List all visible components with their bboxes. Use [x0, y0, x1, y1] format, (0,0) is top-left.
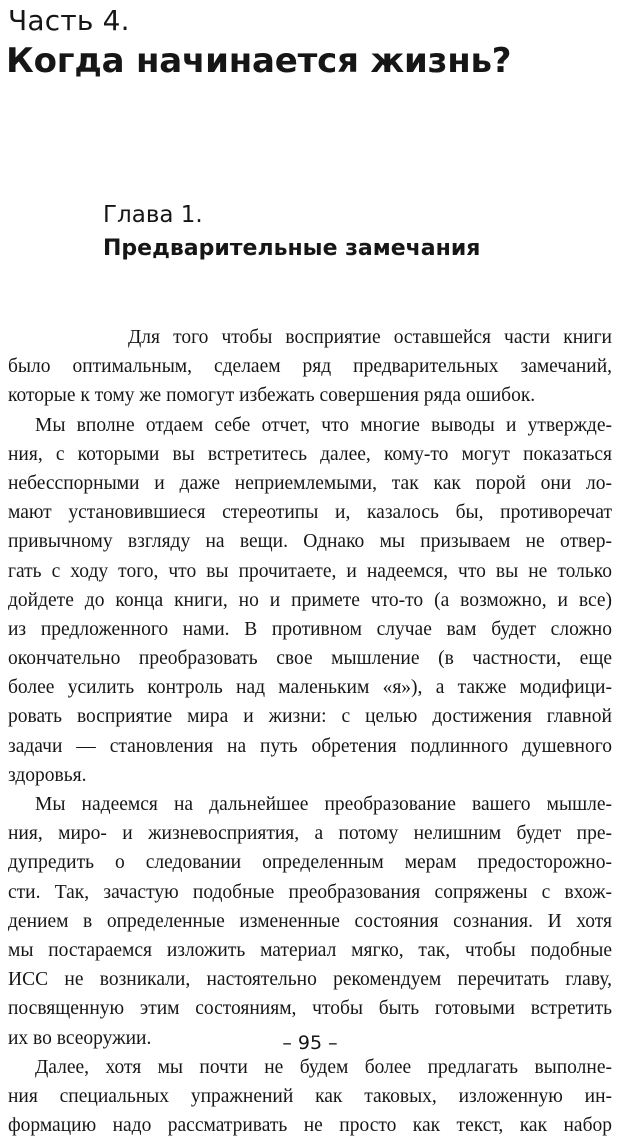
text-line: ИСС не возникали, настоятельно рекомендуем перечитать главу,: [8, 969, 612, 991]
text-line: гать с ходу того, что вы прочитаете, и надеемся, что вы не только: [8, 560, 612, 582]
text-line: мы постараемся изложить материал мягко, так, чтобы подобные: [8, 939, 612, 961]
paragraph-precautions: [8, 790, 612, 1053]
text-line: небесспорными и даже неприемлемыми, так как порой они ло-: [8, 472, 612, 494]
text-line: ния специальных упражнений как таковых, изложенную ин-: [8, 1085, 612, 1107]
paragraph-intro: [8, 323, 612, 411]
body-text: [8, 323, 612, 1140]
text-line: ровать восприятие мира и жизни: с целью достижения главной: [8, 706, 612, 728]
text-line: ния, с которыми вы встретитесь далее, кому-то могут показаться: [8, 443, 612, 465]
text-line: из предложенного нами. В противном случае вам будет сложно: [8, 618, 612, 640]
text-line: дением в определенные измененные состояния сознания. И хотя: [8, 910, 612, 932]
text-line: дупредить о следовании определенным мерам предосторожно-: [8, 852, 612, 874]
text-line: посвященную этим состояниям, чтобы быть готовыми встретить: [8, 998, 612, 1020]
text-line: Мы надеемся на дальнейшее преобразование вашего мышле-: [35, 794, 612, 815]
paragraph-awareness: [8, 411, 612, 790]
text-line: Далее, хотя мы почти не будем более предлагать выполне-: [35, 1056, 612, 1078]
page-number: – 95 –: [282, 1032, 338, 1054]
chapter-title: Предварительные замечания: [103, 236, 481, 261]
text-line: Мы вполне отдаем себе отчет, что многие выводы и утвержде-: [35, 414, 612, 436]
text-line: ния, миро- и жизневосприятия, а потому нелишним будет пре-: [8, 823, 612, 845]
text-line: дойдете до конца книги, но и примете что-то (а возможно, и все): [8, 589, 612, 611]
part-title: Когда начинается жизнь?: [6, 41, 512, 81]
text-line: более усилить контроль над маленьким «я»), а также модифици-: [8, 677, 612, 699]
text-line: Для того чтобы восприятие оставшейся части книги: [128, 327, 612, 348]
text-line: задачи — становления на путь обретения подлинного душевного: [8, 735, 612, 757]
text-line: сти. Так, зачастую подобные преобразования сопряжены с вхож-: [8, 881, 612, 903]
text-line: их во всеоружии.: [8, 1027, 152, 1049]
part-label: Часть 4.: [8, 4, 130, 37]
text-line: мают установившиеся стереотипы и, казалось бы, противоречат: [8, 502, 612, 524]
text-line: которые к тому же помогут избежать совершения ряда ошибок.: [8, 385, 536, 407]
text-line: формацию надо рассматривать не просто как текст, как набор: [8, 1115, 612, 1137]
chapter-label: Глава 1.: [103, 202, 203, 228]
text-line: окончательно преобразовать свое мышление (в частности, еще: [8, 648, 612, 670]
text-line: привычному взгляду на вещи. Однако мы призываем не отвер-: [8, 531, 612, 553]
text-line: здоровья.: [8, 764, 87, 786]
paragraph-exercises: [8, 1053, 612, 1140]
text-line: было оптимальным, сделаем ряд предварительных замечаний,: [8, 356, 612, 378]
